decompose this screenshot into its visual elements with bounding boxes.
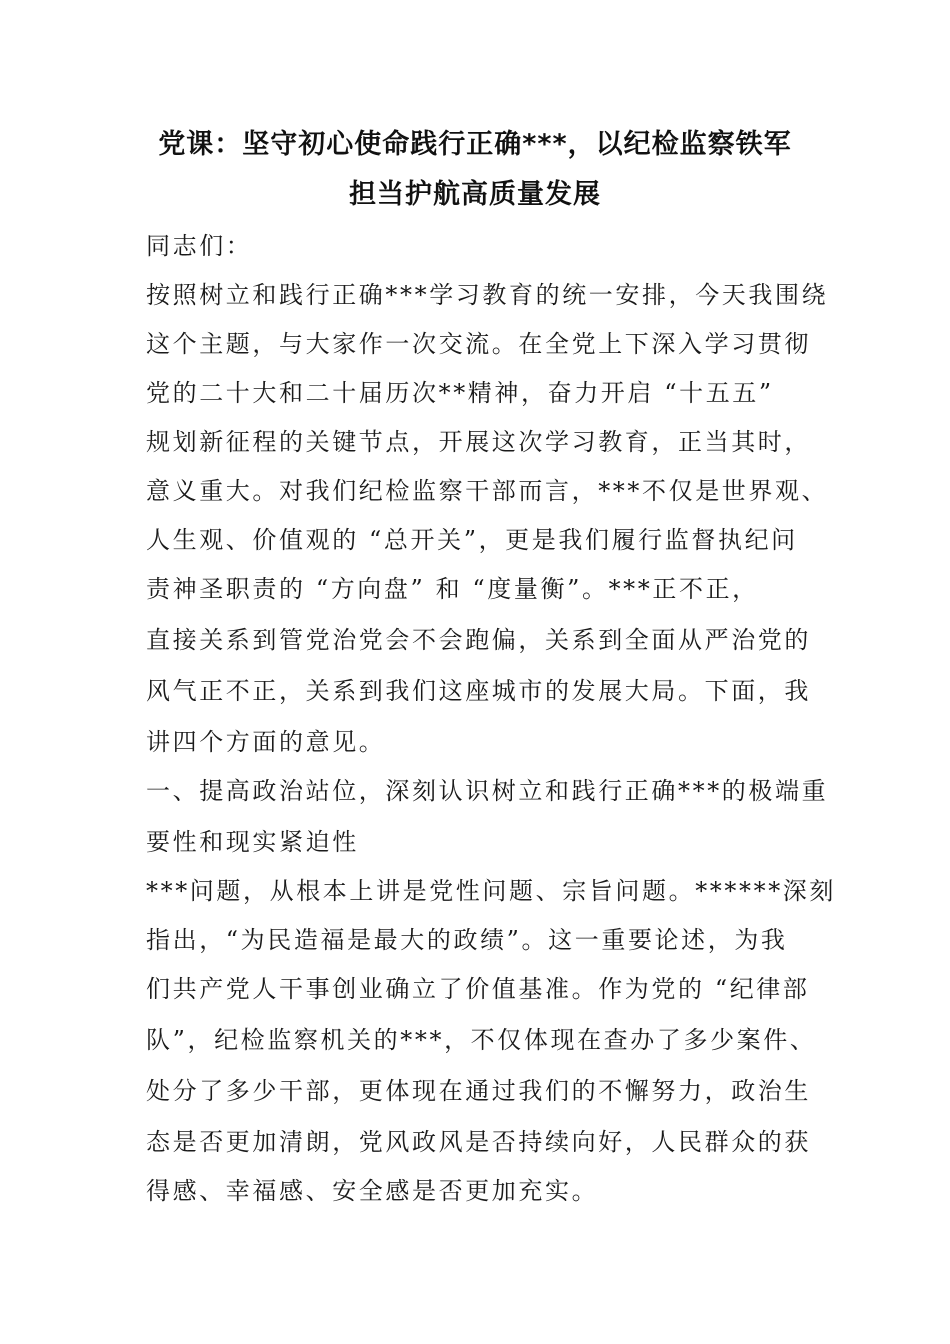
paragraph-line: 人生观、价值观的 “总开关”，更是我们履行监督执纪问 <box>146 526 798 554</box>
paragraph-line: 指出，“为民造福是最大的政绩”。这一重要论述，为我 <box>146 926 788 954</box>
paragraph-line: 责神圣职责的 “方向盘” 和 “度量衡”。***正不正， <box>146 575 759 603</box>
paragraph-line: ***问题，从根本上讲是党性问题、宗旨问题。******深刻 <box>146 877 836 905</box>
paragraph-line: 得感、幸福感、安全感是否更加充实。 <box>146 1177 599 1205</box>
paragraph-line: 风气正不正，关系到我们这座城市的发展大局。下面，我 <box>146 677 811 705</box>
salutation: 同志们： <box>146 232 253 260</box>
paragraph-line: 这个主题，与大家作一次交流。在全党上下深入学习贯彻 <box>146 330 811 358</box>
paragraph-line: 按照树立和践行正确***学习教育的统一安排，今天我围绕 <box>146 281 829 309</box>
paragraph-line: 意义重大。对我们纪检监察干部而言，***不仅是世界观、 <box>146 477 829 505</box>
paragraph-line: 讲四个方面的意见。 <box>146 728 386 756</box>
paragraph-line: 队”，纪检监察机关的***，不仅体现在查办了多少案件、 <box>146 1026 817 1054</box>
paragraph-line: 处分了多少干部，更体现在通过我们的不懈努力，政治生 <box>146 1077 811 1105</box>
paragraph-line: 党的二十大和二十届历次**精神，奋力开启 “十五五” <box>146 379 774 407</box>
paragraph-line: 态是否更加清朗，党风政风是否持续向好，人民群众的获 <box>146 1128 811 1156</box>
section-heading-line: 一、提高政治站位，深刻认识树立和践行正确***的极端重 <box>146 777 829 805</box>
paragraph-line: 们共产党人干事创业确立了价值基准。作为党的 “纪律部 <box>146 975 810 1003</box>
section-heading-line: 要性和现实紧迫性 <box>146 828 359 856</box>
document-title-line-1: 党课：坚守初心使命践行正确***，以纪检监察铁军 <box>158 129 792 160</box>
paragraph-line: 规划新征程的关键节点，开展这次学习教育，正当其时， <box>146 428 811 456</box>
paragraph-line: 直接关系到管党治党会不会跑偏，关系到全面从严治党的 <box>146 626 811 654</box>
document-title-line-2: 担当护航高质量发展 <box>349 179 601 210</box>
